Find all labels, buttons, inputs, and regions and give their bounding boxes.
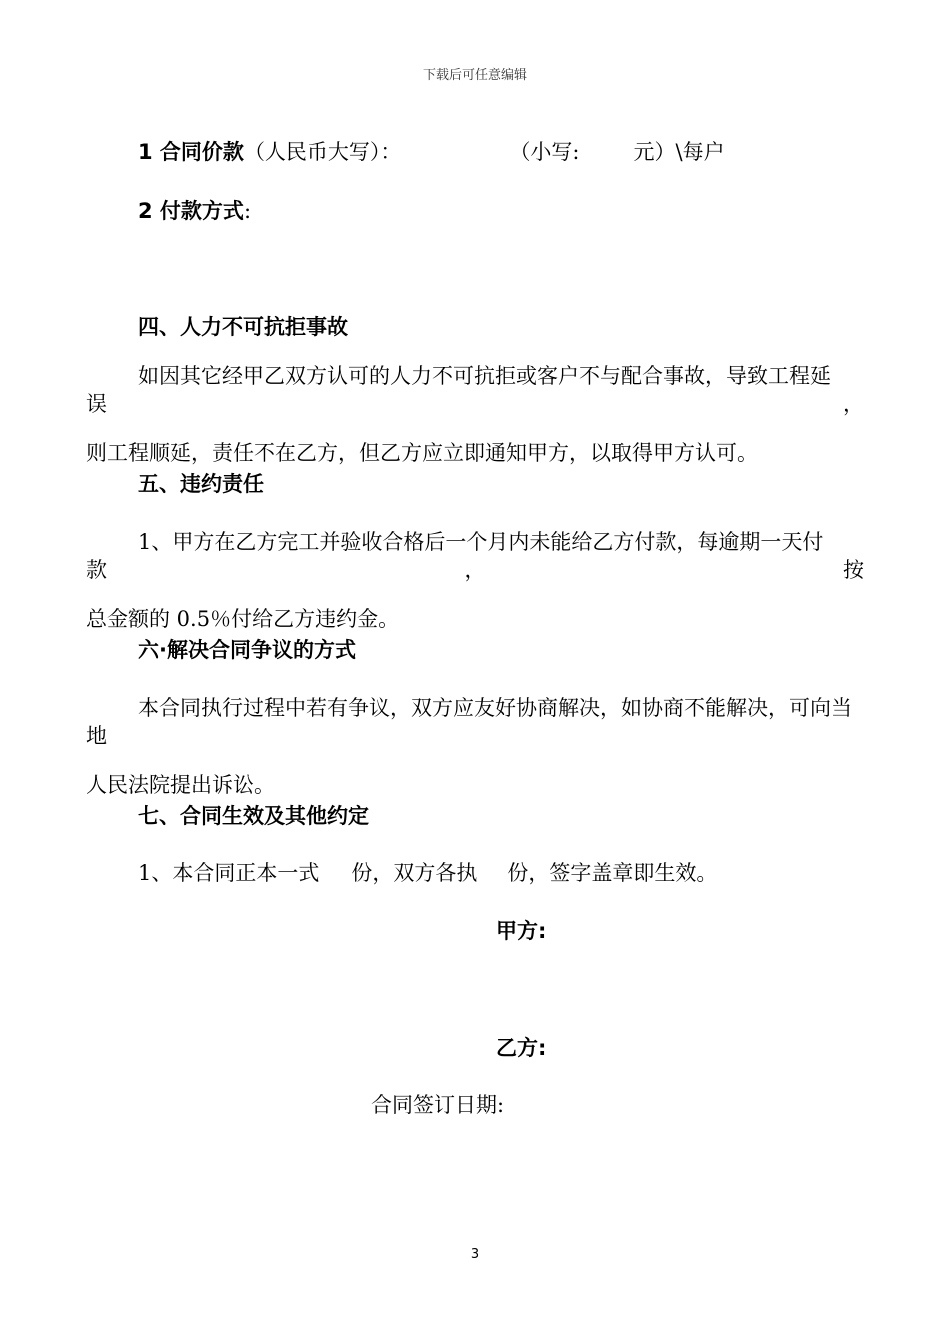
section-5-body	[86, 528, 864, 633]
page-header: 下载后可任意编辑	[422, 68, 527, 83]
section-6-line-1: 本合同执行过程中若有争议，双方应友好协商解决，如协商不能解决，可向当地	[86, 696, 852, 748]
section-7-heading: 七、合同生效及其他约定	[138, 804, 369, 828]
section-6-body	[86, 694, 864, 799]
section-5-heading: 五、违约责任	[138, 472, 264, 496]
contract-price-label: 1 合同价款	[138, 140, 244, 164]
payment-method-line	[138, 197, 251, 225]
section-7-line-1	[138, 859, 717, 887]
section-4-heading: 四、人力不可抗拒事故	[138, 315, 348, 339]
contract-price-paren: （人民币大写）：	[243, 140, 402, 164]
section-6-line-2: 人民法院提出诉讼。	[86, 773, 275, 797]
section-4-body	[86, 362, 864, 467]
copies-text-2: 份，双方各执	[351, 861, 478, 885]
page-number: 3	[470, 1247, 480, 1262]
section-5-line-1: 1、甲方在乙方完工并验收合格后一个月内未能给乙方付款，每逾期一天付款，按	[86, 530, 864, 582]
contract-price-unit: 元）\每户	[633, 140, 725, 164]
section-4-line-2: 则工程顺延，责任不在乙方，但乙方应立即通知甲方，以取得甲方认可。	[86, 441, 758, 465]
contract-price-line	[138, 138, 725, 166]
section-4-line-1: 如因其它经甲乙双方认可的人力不可抗拒或客户不与配合事故，导致工程延误，	[86, 364, 864, 416]
copies-text-3: 份，签字盖章即生效。	[507, 861, 718, 885]
party-b-signature-label: 乙方:	[496, 1036, 547, 1060]
payment-method-colon: :	[243, 199, 252, 223]
section-6-heading: 六·解决合同争议的方式	[138, 638, 356, 662]
contract-price-small: （小写:	[509, 140, 580, 164]
party-a-signature-label: 甲方:	[496, 919, 547, 943]
copies-text-1: 1、本合同正本一式	[138, 861, 320, 885]
payment-method-label: 2 付款方式	[138, 199, 244, 223]
section-5-line-2: 总金额的 0.5％付给乙方违约金。	[86, 607, 400, 631]
signing-date-label: 合同签订日期:	[371, 1093, 505, 1117]
